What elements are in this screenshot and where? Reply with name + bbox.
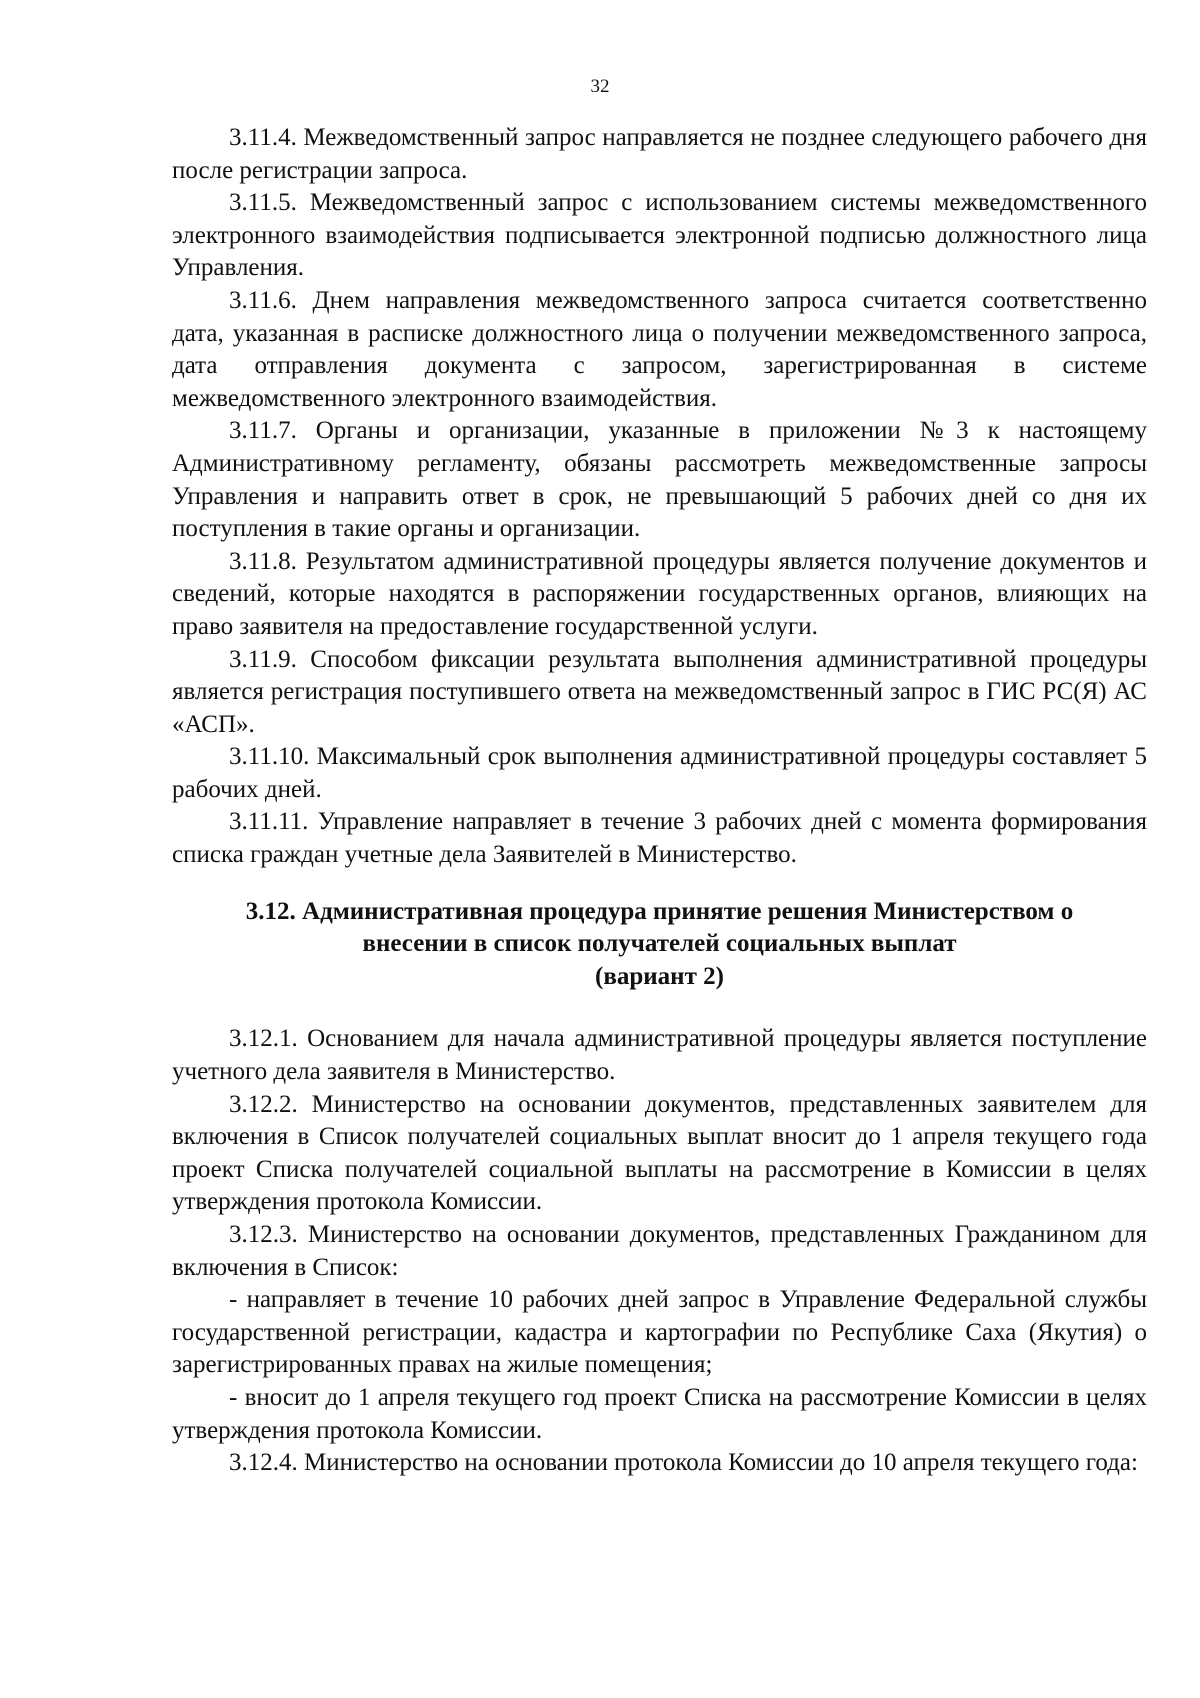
section-heading-3-12 [172,896,1147,994]
paragraph-3-12-3: 3.12.3. Министерство на основании документов, представленных Гражданином для включения в Список: [172,1221,1147,1281]
section-heading-line-2: внесении в список получателей социальных выплат [362,930,957,958]
page-number: 32 [590,76,610,97]
paragraph-3-11-5: 3.11.5. Межведомственный запрос с использованием системы межведомственного электронного взаимодействия подписывается электронной подписью должностного лица Управления. [172,189,1147,282]
list-item-submit-draft-list: - вносит до 1 апреля текущего год проект Списка на рассмотрение Комиссии в целях утверждения протокола Комиссии. [172,1383,1147,1444]
paragraph-3-11-6: 3.11.6. Днем направления межведомственного запроса считается соответственно дата, указанная в расписке должностного лица о получении межведомственного запроса, дата отправления документа с запросом, зарегистрированная в системе межведомственного электронного взаимодействия. [172,286,1147,412]
paragraph-3-12-2: 3.12.2. Министерство на основании документов, представленных заявителем для включения в Список получателей социальных выплат вносит до 1 апреля текущего года проект Списка получателей социальной выплаты на рассмотрение в Комиссии в целях утверждения протокола Комиссии. [172,1090,1147,1216]
paragraph-3-11-7: 3.11.7. Органы и организации, указанные в приложении №3 к настоящему Административному регламенту, обязаны рассмотреть межведомственные запросы Управления и направить ответ в срок, не превышающий 5 рабочих дней со дня их поступления в такие органы и организации. [172,417,1147,543]
paragraph-3-12-4: 3.12.4. Министерство на основании протокола Комиссии до 10 апреля текущего года: [229,1449,1138,1477]
paragraph-3-11-9: 3.11.9. Способом фиксации результата выполнения административной процедуры является регистрация поступившего ответа на межведомственный запрос в ГИС РС(Я) АС «АСП». [172,645,1147,738]
paragraph-3-11-4: 3.11.4. Межведомственный запрос направляется не позднее следующего рабочего дня после регистрации запроса. [172,124,1147,184]
section-heading-line-1: 3.12. Административная процедура принятие решения Министерством о [245,897,1074,925]
paragraph-3-11-10: 3.11.10. Максимальный срок выполнения административной процедуры составляет 5 рабочих дней. [172,743,1147,803]
list-item-request-rosreestr: - направляет в течение 10 рабочих дней запрос в Управление Федеральной службы государственной регистрации, кадастра и картографии по Республике Саха (Якутия) о зарегистрированных правах на жилые помещения; [172,1286,1147,1379]
paragraph-3-11-11: 3.11.11. Управление направляет в течение 3 рабочих дней с момента формирования списка граждан учетные дела Заявителей в Министерство. [172,808,1147,869]
heading-spacer [172,993,1147,1023]
section-heading-line-3: (вариант 2) [595,962,724,990]
paragraph-3-11-8: 3.11.8. Результатом административной процедуры является получение документов и сведений, которые находятся в распоряжении государственных органов, влияющих на право заявителя на предоставление государственной услуги. [172,547,1147,640]
paragraph-3-12-1: 3.12.1. Основанием для начала административной процедуры является поступление учетного дела заявителя в Министерство. [172,1025,1147,1086]
document-body [172,122,1147,1480]
